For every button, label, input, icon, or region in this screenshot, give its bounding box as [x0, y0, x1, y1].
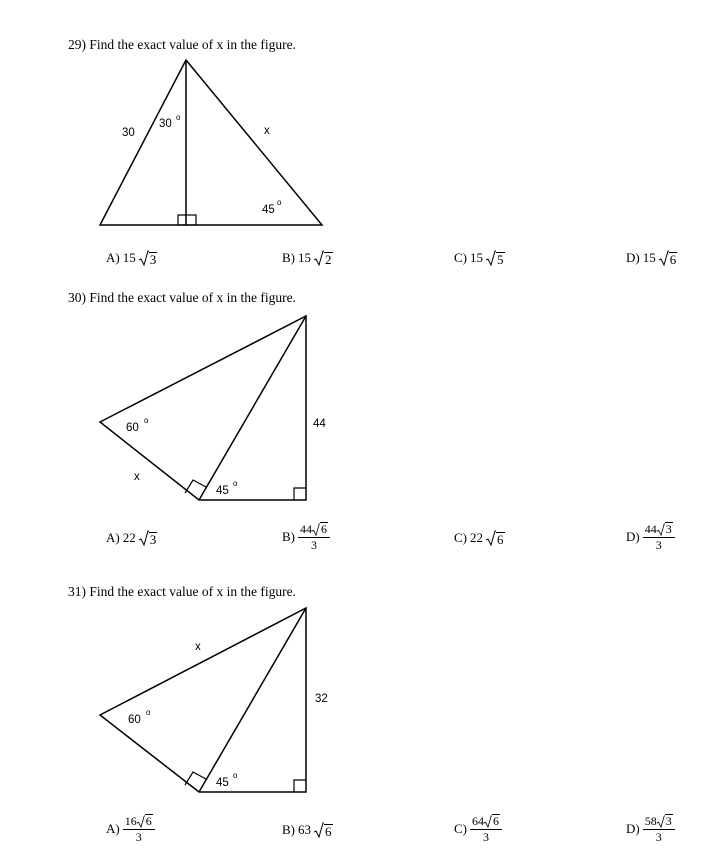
choice-letter: B)	[282, 529, 295, 544]
side-x-label-31: x	[195, 641, 201, 653]
choice-letter: D)	[626, 821, 640, 836]
denominator: 3	[135, 830, 142, 844]
side-label-29: 30	[122, 127, 135, 139]
radicand: 3	[665, 814, 672, 828]
choice-coefficient: 22	[470, 530, 483, 545]
choice-letter: C)	[454, 250, 467, 265]
radicand: 3	[665, 522, 672, 536]
angle-bottom-label-30: 45	[216, 485, 229, 497]
radical	[484, 814, 500, 828]
radicand: 6	[493, 814, 499, 828]
numerator-coefficient: 64	[472, 814, 484, 828]
choice-letter: B)	[282, 250, 295, 265]
choice-letter: B)	[282, 822, 295, 837]
angle-left-label-30: 60	[126, 422, 139, 434]
question-text: Find the exact value of x in the figure.	[89, 290, 296, 305]
choice-31-b[interactable]	[282, 822, 333, 838]
choice-coefficient: 22	[122, 530, 136, 545]
denominator: 3	[655, 538, 662, 552]
radicand: 6	[325, 824, 332, 839]
right-angle-marker-31b	[294, 780, 306, 792]
question-text: Find the exact value of x in the figure.	[89, 584, 296, 599]
radical	[314, 822, 333, 838]
radicand: 6	[497, 532, 504, 547]
choice-31-a[interactable]	[106, 814, 155, 844]
side-right-label-30: 44	[313, 418, 326, 430]
question-number: 31)	[68, 584, 86, 599]
base-angle-label-29: 45	[262, 204, 275, 216]
denominator: 3	[483, 830, 489, 844]
choice-letter: C)	[454, 821, 467, 836]
choice-letter: A)	[106, 821, 120, 836]
radicand: 5	[497, 252, 504, 267]
radicand: 6	[321, 522, 327, 536]
choice-31-c[interactable]	[454, 814, 502, 844]
choice-letter: A)	[106, 530, 120, 545]
choice-31-d[interactable]	[626, 814, 675, 844]
choice-letter: C)	[454, 530, 467, 545]
radicand: 6	[669, 252, 677, 267]
top-angle-label-29: 30	[159, 118, 172, 130]
angle-left-label-31: 60	[128, 714, 141, 726]
radical	[657, 814, 673, 828]
quadrilateral-31	[100, 608, 306, 792]
radicand: 3	[149, 252, 157, 267]
degree-symbol: o	[233, 771, 238, 780]
radicand: 3	[149, 532, 157, 547]
side-right-label-31: 32	[315, 693, 328, 705]
radicand: 6	[145, 814, 152, 828]
fraction	[643, 814, 675, 844]
radical	[137, 814, 153, 828]
choice-letter: D)	[626, 529, 640, 544]
question-number: 30)	[68, 290, 86, 305]
question-number: 29)	[68, 37, 86, 52]
radicand: 2	[325, 252, 332, 267]
numerator-coefficient: 44	[300, 522, 312, 536]
fraction	[123, 814, 155, 844]
angle-bottom-label-31: 45	[216, 777, 229, 789]
degree-symbol: o	[176, 113, 181, 122]
choice-letter: D)	[626, 250, 640, 265]
choice-letter: A)	[106, 250, 120, 265]
choice-coefficient: 15	[470, 250, 483, 265]
numerator-coefficient: 44	[644, 522, 657, 536]
fraction	[470, 814, 502, 844]
choice-coefficient: 15	[122, 250, 136, 265]
question-text: Find the exact value of x in the figure.	[89, 37, 296, 52]
degree-symbol: o	[277, 198, 282, 207]
degree-symbol: o	[146, 708, 151, 717]
choice-coefficient: 63	[298, 822, 311, 837]
denominator: 3	[655, 830, 662, 844]
numerator-coefficient: 58	[644, 814, 657, 828]
denominator: 3	[311, 538, 317, 552]
side-x-label-30: x	[134, 471, 140, 483]
numerator-coefficient: 16	[124, 814, 137, 828]
hyp-label-29: x	[264, 125, 270, 137]
degree-symbol: o	[144, 416, 149, 425]
choice-coefficient: 15	[642, 250, 656, 265]
degree-symbol: o	[233, 479, 238, 488]
choice-coefficient: 15	[298, 250, 311, 265]
